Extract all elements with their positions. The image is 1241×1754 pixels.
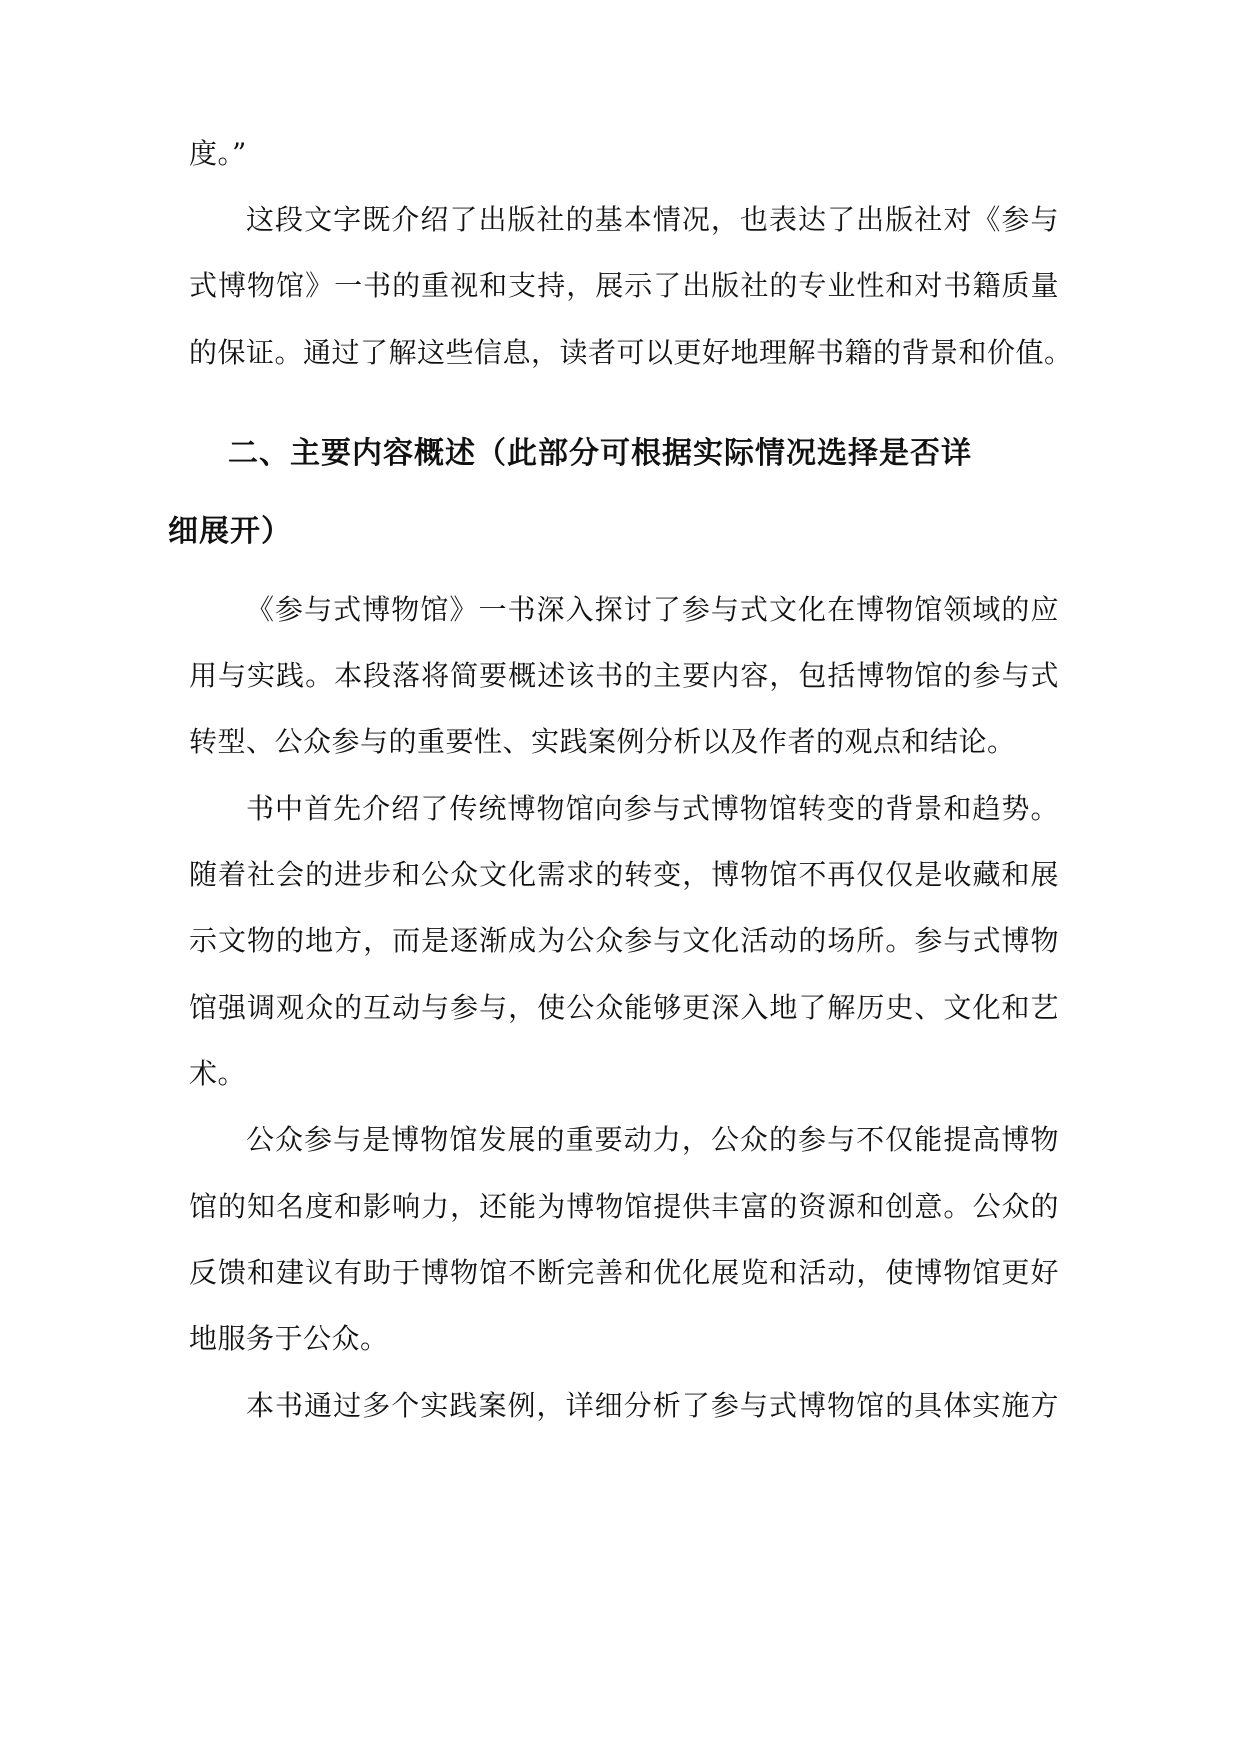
paragraph-line: 地服务于公众。: [189, 1322, 389, 1355]
paragraph-line: 馆的知名度和影响力，还能为博物馆提供丰富的资源和创意。公众的: [189, 1190, 1059, 1223]
paragraph-line: 示文物的地方，而是逐渐成为公众参与文化活动的场所。参与式博物: [189, 924, 1059, 957]
paragraph-line: 的保证。通过了解这些信息，读者可以更好地理解书籍的背景和价值。: [189, 336, 1073, 369]
paragraph-line: 反馈和建议有助于博物馆不断完善和优化展览和活动，使博物馆更好: [189, 1256, 1059, 1289]
paragraph-line: 本书通过多个实践案例，详细分析了参与式博物馆的具体实施方: [246, 1389, 1059, 1422]
paragraph-line: 转型、公众参与的重要性、实践案例分析以及作者的观点和结论。: [189, 725, 1016, 758]
paragraph-line: 用与实践。本段落将简要概述该书的主要内容，包括博物馆的参与式: [189, 659, 1059, 692]
section-heading: 细展开）: [168, 514, 292, 549]
paragraph-line: 随着社会的进步和公众文化需求的转变，博物馆不再仅仅是收藏和展: [189, 858, 1059, 891]
paragraph-line: 术。: [189, 1057, 247, 1090]
paragraph-line: 书中首先介绍了传统博物馆向参与式博物馆转变的背景和趋势。: [246, 792, 1059, 825]
paragraph-line: 这段文字既介绍了出版社的基本情况，也表达了出版社对《参与: [246, 203, 1059, 236]
paragraph-line: 式博物馆》一书的重视和支持，展示了出版社的专业性和对书籍质量: [189, 269, 1059, 302]
paragraph-line: 公众参与是博物馆发展的重要动力，公众的参与不仅能提高博物: [246, 1123, 1059, 1156]
paragraph-line: 度。”: [189, 137, 247, 170]
paragraph-line: 《参与式博物馆》一书深入探讨了参与式文化在博物馆领域的应: [246, 593, 1059, 626]
paragraph-line: 馆强调观众的互动与参与，使公众能够更深入地了解历史、文化和艺: [189, 991, 1059, 1024]
section-heading: 二、主要内容概述（此部分可根据实际情况选择是否详: [228, 436, 972, 471]
